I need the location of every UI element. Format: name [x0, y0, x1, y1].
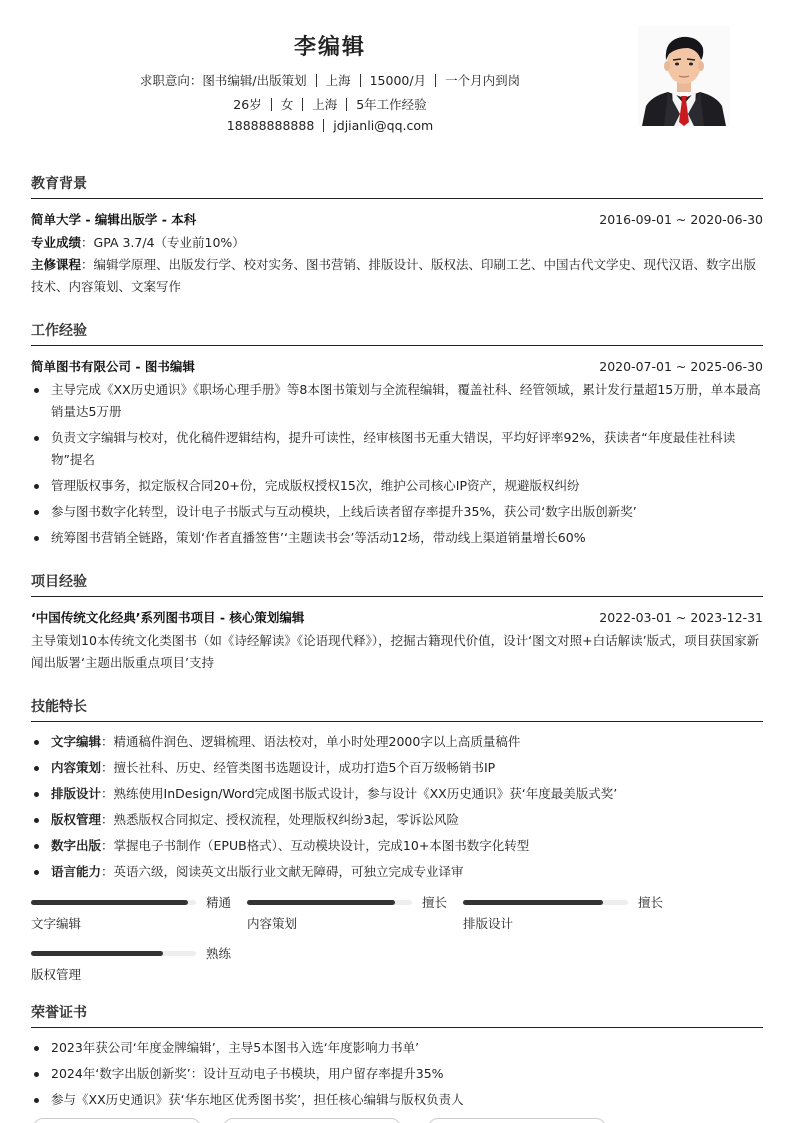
list-item: 参与《XX历史通识》获‘华东地区优秀图书奖’，担任核心编辑与版权负责人 [31, 1089, 763, 1111]
skills-bullets [31, 731, 763, 883]
skill-text: ：掌握电子书制作（EPUB格式）、互动模块设计，完成10+本图书数字化转型 [101, 838, 530, 853]
location: 上海 [312, 97, 338, 112]
section-divider [31, 596, 763, 597]
skill-bar-item [463, 893, 663, 932]
section-divider [31, 345, 763, 346]
gpa-line [31, 232, 763, 254]
skill-level: 精通 [205, 895, 231, 910]
expected-salary: 15000/月 [369, 73, 427, 88]
divider [316, 74, 317, 87]
intent-city: 上海 [325, 73, 351, 88]
project-entry-header [31, 609, 763, 627]
section-title: 技能特长 [31, 699, 87, 715]
list-item [31, 731, 763, 753]
section-work [31, 320, 763, 553]
certificate-card [223, 1118, 401, 1123]
experience-years: 5年工作经验 [356, 97, 427, 112]
skill-bar-item [247, 893, 447, 932]
skill-bar-fill [31, 900, 188, 905]
skill-label: 语言能力 [51, 864, 102, 879]
education-entry-header [31, 211, 763, 229]
skill-label: 排版设计 [51, 786, 102, 801]
section-title: 教育背景 [31, 176, 87, 192]
list-item [31, 835, 763, 857]
company-role: 简单图书有限公司 - 图书编辑 [31, 359, 195, 374]
skill-label: 内容策划 [51, 760, 102, 775]
section-skills [31, 696, 763, 887]
certificate-cards [33, 1118, 633, 1123]
section-divider [31, 198, 763, 199]
skill-bar-track [31, 900, 196, 905]
skill-bar-fill [247, 900, 395, 905]
work-entry-header [31, 358, 763, 376]
list-item [31, 757, 763, 779]
list-item: 负责文字编辑与校对，优化稿件逻辑结构，提升可读性，经审核图书无重大错误，平均好评率92%，获读者“年度最佳社科读物”提名 [31, 427, 763, 471]
section-education [31, 173, 763, 298]
skill-level: 熟练 [205, 946, 231, 961]
section-honors [31, 1002, 763, 1115]
skill-bar-item [31, 893, 231, 932]
phone: 18888888888 [226, 118, 315, 133]
skill-text: ：擅长社科、历史、经管类图书选题设计，成功打造5个百万级畅销书IP [101, 760, 496, 775]
skill-bar-track [31, 951, 196, 956]
work-bullets [31, 379, 763, 549]
skill-name: 版权管理 [31, 967, 82, 982]
work-date: 2020-07-01 ~ 2025-06-30 [599, 359, 763, 374]
avatar [638, 26, 730, 126]
skill-label: 数字出版 [51, 838, 102, 853]
divider [302, 98, 303, 111]
section-title: 荣誉证书 [31, 1005, 87, 1021]
project-date: 2022-03-01 ~ 2023-12-31 [599, 610, 763, 625]
courses-value: ：编辑学原理、出版发行学、校对实务、图书营销、排版设计、版权法、印刷工艺、中国古代文学史、现代汉语、数字出版技术、内容策划、文案写作 [31, 257, 757, 294]
skill-text: ：熟练使用InDesign/Word完成图书版式设计，参与设计《XX历史通识》获‘年度最美版式奖’ [101, 786, 618, 801]
section-divider [31, 721, 763, 722]
list-item [31, 783, 763, 805]
education-date: 2016-09-01 ~ 2020-06-30 [599, 212, 763, 227]
list-item [31, 861, 763, 883]
skill-bar-fill [31, 951, 163, 956]
skill-text: ：英语六级，阅读英文出版行业文献无障碍，可独立完成专业译审 [101, 864, 464, 879]
section-divider [31, 1027, 763, 1028]
gpa-value: ：GPA 3.7/4（专业前10%） [81, 235, 245, 250]
email: jdjianli@qq.com [333, 118, 434, 133]
job-intent-line [0, 71, 660, 89]
list-item: 参与图书数字化转型，设计电子书版式与互动模块，上线后读者留存率提升35%，获公司‘数字出版创新奖’ [31, 501, 763, 523]
divider [346, 98, 347, 111]
candidate-name: 李编辑 [293, 35, 366, 60]
school-degree: 简单大学 - 编辑出版学 - 本科 [31, 212, 197, 227]
gpa-label: 专业成绩 [31, 235, 82, 250]
gender: 女 [280, 97, 294, 112]
list-item: 主导完成《XX历史通识》《职场心理手册》等8本图书策划与全流程编辑，覆盖社科、经管领域，累计发行量超15万册，单本最高销量达5万册 [31, 379, 763, 423]
skill-name: 内容策划 [247, 916, 298, 931]
section-title: 工作经验 [31, 323, 87, 339]
list-item [31, 809, 763, 831]
availability: 一个月内到岗 [445, 73, 521, 88]
certificate-card [428, 1118, 606, 1123]
skill-text: ：精通稿件润色、逻辑梳理、语法校对，单小时处理2000字以上高质量稿件 [101, 734, 521, 749]
skill-name: 排版设计 [463, 916, 514, 931]
list-item: 统筹图书营销全链路，策划‘作者直播签售’‘主题读书会’等活动12场，带动线上渠道销量增长60% [31, 527, 763, 549]
list-item: 2024年‘数字出版创新奖’：设计互动电子书模块，用户留存率提升35% [31, 1063, 763, 1085]
skill-label: 版权管理 [51, 812, 102, 827]
project-description: 主导策划10本传统文化类图书（如《诗经解读》《论语现代释》），挖掘古籍现代价值，设计‘图文对照+白话解读’版式，项目获国家新闻出版署‘主题出版重点项目’支持 [31, 633, 760, 670]
age: 26岁 [233, 97, 262, 112]
skill-bar-item [31, 944, 231, 983]
certificate-card [33, 1118, 201, 1123]
skill-level: 擅长 [421, 895, 447, 910]
list-item: 2023年获公司‘年度金牌编辑’，主导5本图书入选‘年度影响力书单’ [31, 1037, 763, 1059]
skill-text: ：熟悉版权合同拟定、授权流程，处理版权纠纷3起，零诉讼风险 [101, 812, 459, 827]
skill-bar-fill [463, 900, 603, 905]
job-intent: 求职意向：图书编辑/出版策划 [139, 73, 307, 88]
divider [271, 98, 272, 111]
basic-info-line [0, 95, 660, 113]
skill-label: 文字编辑 [51, 734, 102, 749]
contact-line [0, 118, 660, 133]
skill-name: 文字编辑 [31, 916, 82, 931]
divider [360, 74, 361, 87]
skill-level: 擅长 [637, 895, 663, 910]
section-project [31, 571, 763, 674]
project-name-role: ‘中国传统文化经典’系列图书项目 - 核心策划编辑 [31, 610, 305, 625]
courses-line [31, 254, 763, 298]
skill-bar-track [463, 900, 628, 905]
divider [323, 119, 324, 132]
courses-label: 主修课程 [31, 257, 82, 272]
divider [435, 74, 436, 87]
resume-header [0, 0, 794, 150]
list-item: 管理版权事务，拟定版权合同20+份，完成版权授权15次，维护公司核心IP资产，规避版权纠纷 [31, 475, 763, 497]
section-title: 项目经验 [31, 574, 87, 590]
skill-bar-track [247, 900, 412, 905]
avatar-portrait-icon [638, 26, 730, 126]
honors-bullets [31, 1037, 763, 1111]
